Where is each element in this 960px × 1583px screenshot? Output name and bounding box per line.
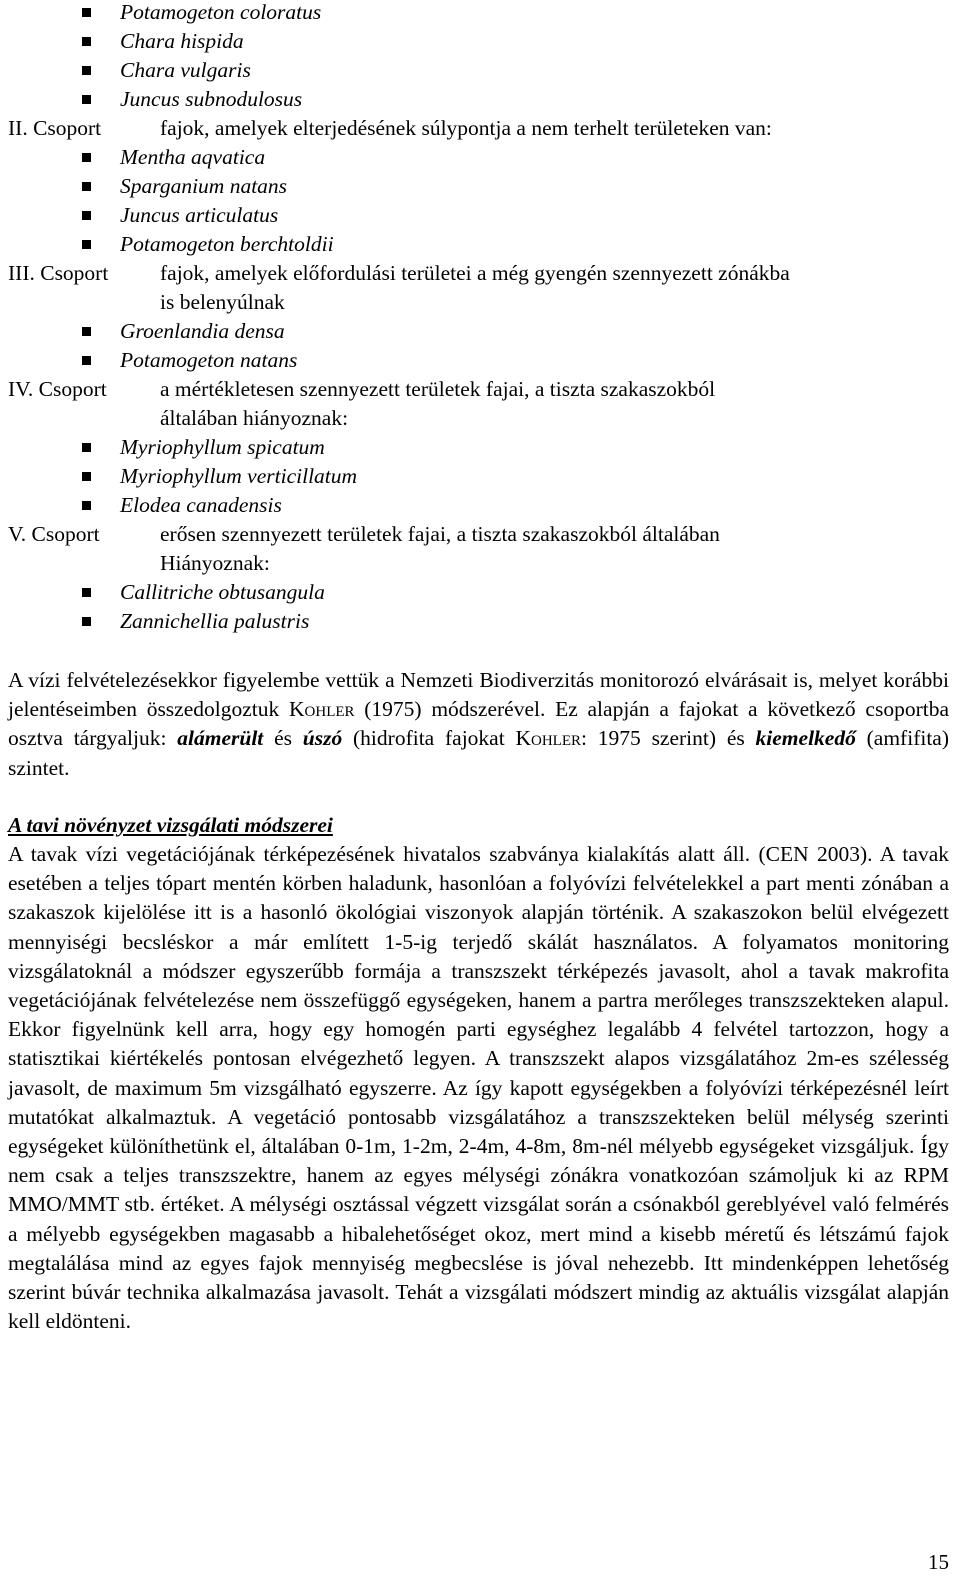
text-run: és: [263, 726, 303, 751]
emphasis-term: kiemelkedő: [755, 726, 856, 751]
text-run: (hidrofita fajokat: [342, 726, 516, 751]
author-name: Kohler: [289, 697, 355, 722]
group-description: fajok, amelyek előfordulási területei a még gyengén szennyezett zónákba: [160, 261, 790, 285]
group-label: V. Csoport: [8, 522, 100, 546]
species-item: Chara hispida: [82, 27, 244, 56]
text-run: : 1975 szerint) és: [581, 726, 756, 751]
group-description: fajok, amelyek elterjedésének súlypontja a nem terhelt területeken van:: [160, 116, 772, 140]
species-item: Elodea canadensis: [82, 491, 282, 520]
paragraph-methods: [8, 840, 949, 1336]
text-run: A vízi felvételezésekkor figyelembe vettük a Nemzeti Biodiverzitás monitorozó elvárásait is, melyet korábbi jelentéseimben összedolgoztuk: [8, 668, 949, 722]
species-item: Potamogeton natans: [82, 346, 297, 375]
group-label: III. Csoport: [8, 261, 109, 285]
species-item: Callitriche obtusangula: [82, 578, 325, 607]
species-item: Groenlandia densa: [82, 317, 285, 346]
paragraph-text: A tavak vízi vegetációjának térképezésének hivatalos szabványa kialakítás alatt áll. (CEN 2003). A tavak esetében a teljes tópart mentén körben haladunk, hasonlóan a folyóvízi felvételekkel a part menti zónában a szakaszok kijelölése itt is a hasonló ökológiai viszonyok alapján történik. A szakaszokon belül elvégezett mennyiségi becsléskor a már említett 1-5-ig terjedő skálát használatos. A folyamatos monitoring vizsgálatoknál a módszer egyszerűbb formája a transzszekt térképezés javasolt, ahol a tavak makrofita vegetációjának felvételezése nem összefüggő egységeken, hanem a partra merőleges transzszekteken alapul. Ekkor figyelnünk kell arra, hogy egy homogén parti egységhez legalább 4 felvétel tartozzon, hogy a statisztikai kiértékelés pontosan elvégezhető legyen. A transzszekt alapos vizsgálatához 2m-es szélesség javasolt, de maximum 5m vizsgálható egyszerre. Az így kapott egységekben a folyóvízi térképezésnél leírt mutatókat alkalmaztuk. A vegetáció pontosabb vizsgálatához a transzszekteken belül mélység szerinti egységeket különíthetünk el, általában 0-1m, 1-2m, 2-4m, 4-8m, 8m-nél mélyebb egységeket vizsgáljuk. Így nem csak a teljes transzszektre, hanem az egyes mélységi zónákra vonatkozóan számoljuk ki az RPM MMO/MMT stb. értéket. A mélységi osztással végzett vizsgálat során a csónakból gereblyével való felmérés a mélyebb egységekben magasabb a hibalehetőséget okoz, mert mind a kisebb méretű és létszámú fajok megtalálása mind az egyes fajok mennyiség megbecslése is jóval nehezebb. Itt mindenképpen lehetőség szerint búvár technika alkalmazása javasolt. Tehát a vizsgálati módszert mindig az aktuális vizsgálat alapján kell eldönteni.: [8, 842, 949, 1334]
group-description: a mértékletesen szennyezett területek fajai, a tiszta szakaszokból: [160, 377, 716, 401]
paragraph-intro: [8, 666, 949, 783]
species-item: Potamogeton coloratus: [82, 0, 321, 27]
group-description-cont: Hiányoznak:: [160, 551, 270, 575]
page-number: 15: [928, 1550, 949, 1574]
section-heading: A tavi növényzet vizsgálati módszerei: [8, 813, 333, 837]
group-description-cont: általában hiányoznak:: [160, 406, 349, 430]
emphasis-term: alámerült: [177, 726, 264, 751]
species-item: Zannichellia palustris: [82, 607, 309, 636]
species-item: Mentha aqvatica: [82, 143, 265, 172]
emphasis-term: úszó: [302, 726, 343, 751]
text-run: (amfifita) szintet.: [8, 726, 949, 780]
species-item: Chara vulgaris: [82, 56, 251, 85]
species-item: Potamogeton berchtoldii: [82, 230, 334, 259]
species-item: Myriophyllum verticillatum: [82, 462, 357, 491]
species-item: Myriophyllum spicatum: [82, 433, 325, 462]
group-description-cont: is belenyúlnak: [160, 290, 285, 314]
group-label: IV. Csoport: [8, 377, 107, 401]
author-name: Kohler: [515, 726, 582, 751]
species-item: Juncus subnodulosus: [82, 85, 302, 114]
species-item: Sparganium natans: [82, 172, 287, 201]
group-description: erősen szennyezett területek fajai, a tiszta szakaszokból általában: [160, 522, 720, 546]
species-item: Juncus articulatus: [82, 201, 278, 230]
group-label: II. Csoport: [8, 116, 102, 140]
text-run: (1975) módszerével. Ez alapján a fajokat a következő csoportba osztva tárgyaljuk:: [8, 697, 949, 751]
